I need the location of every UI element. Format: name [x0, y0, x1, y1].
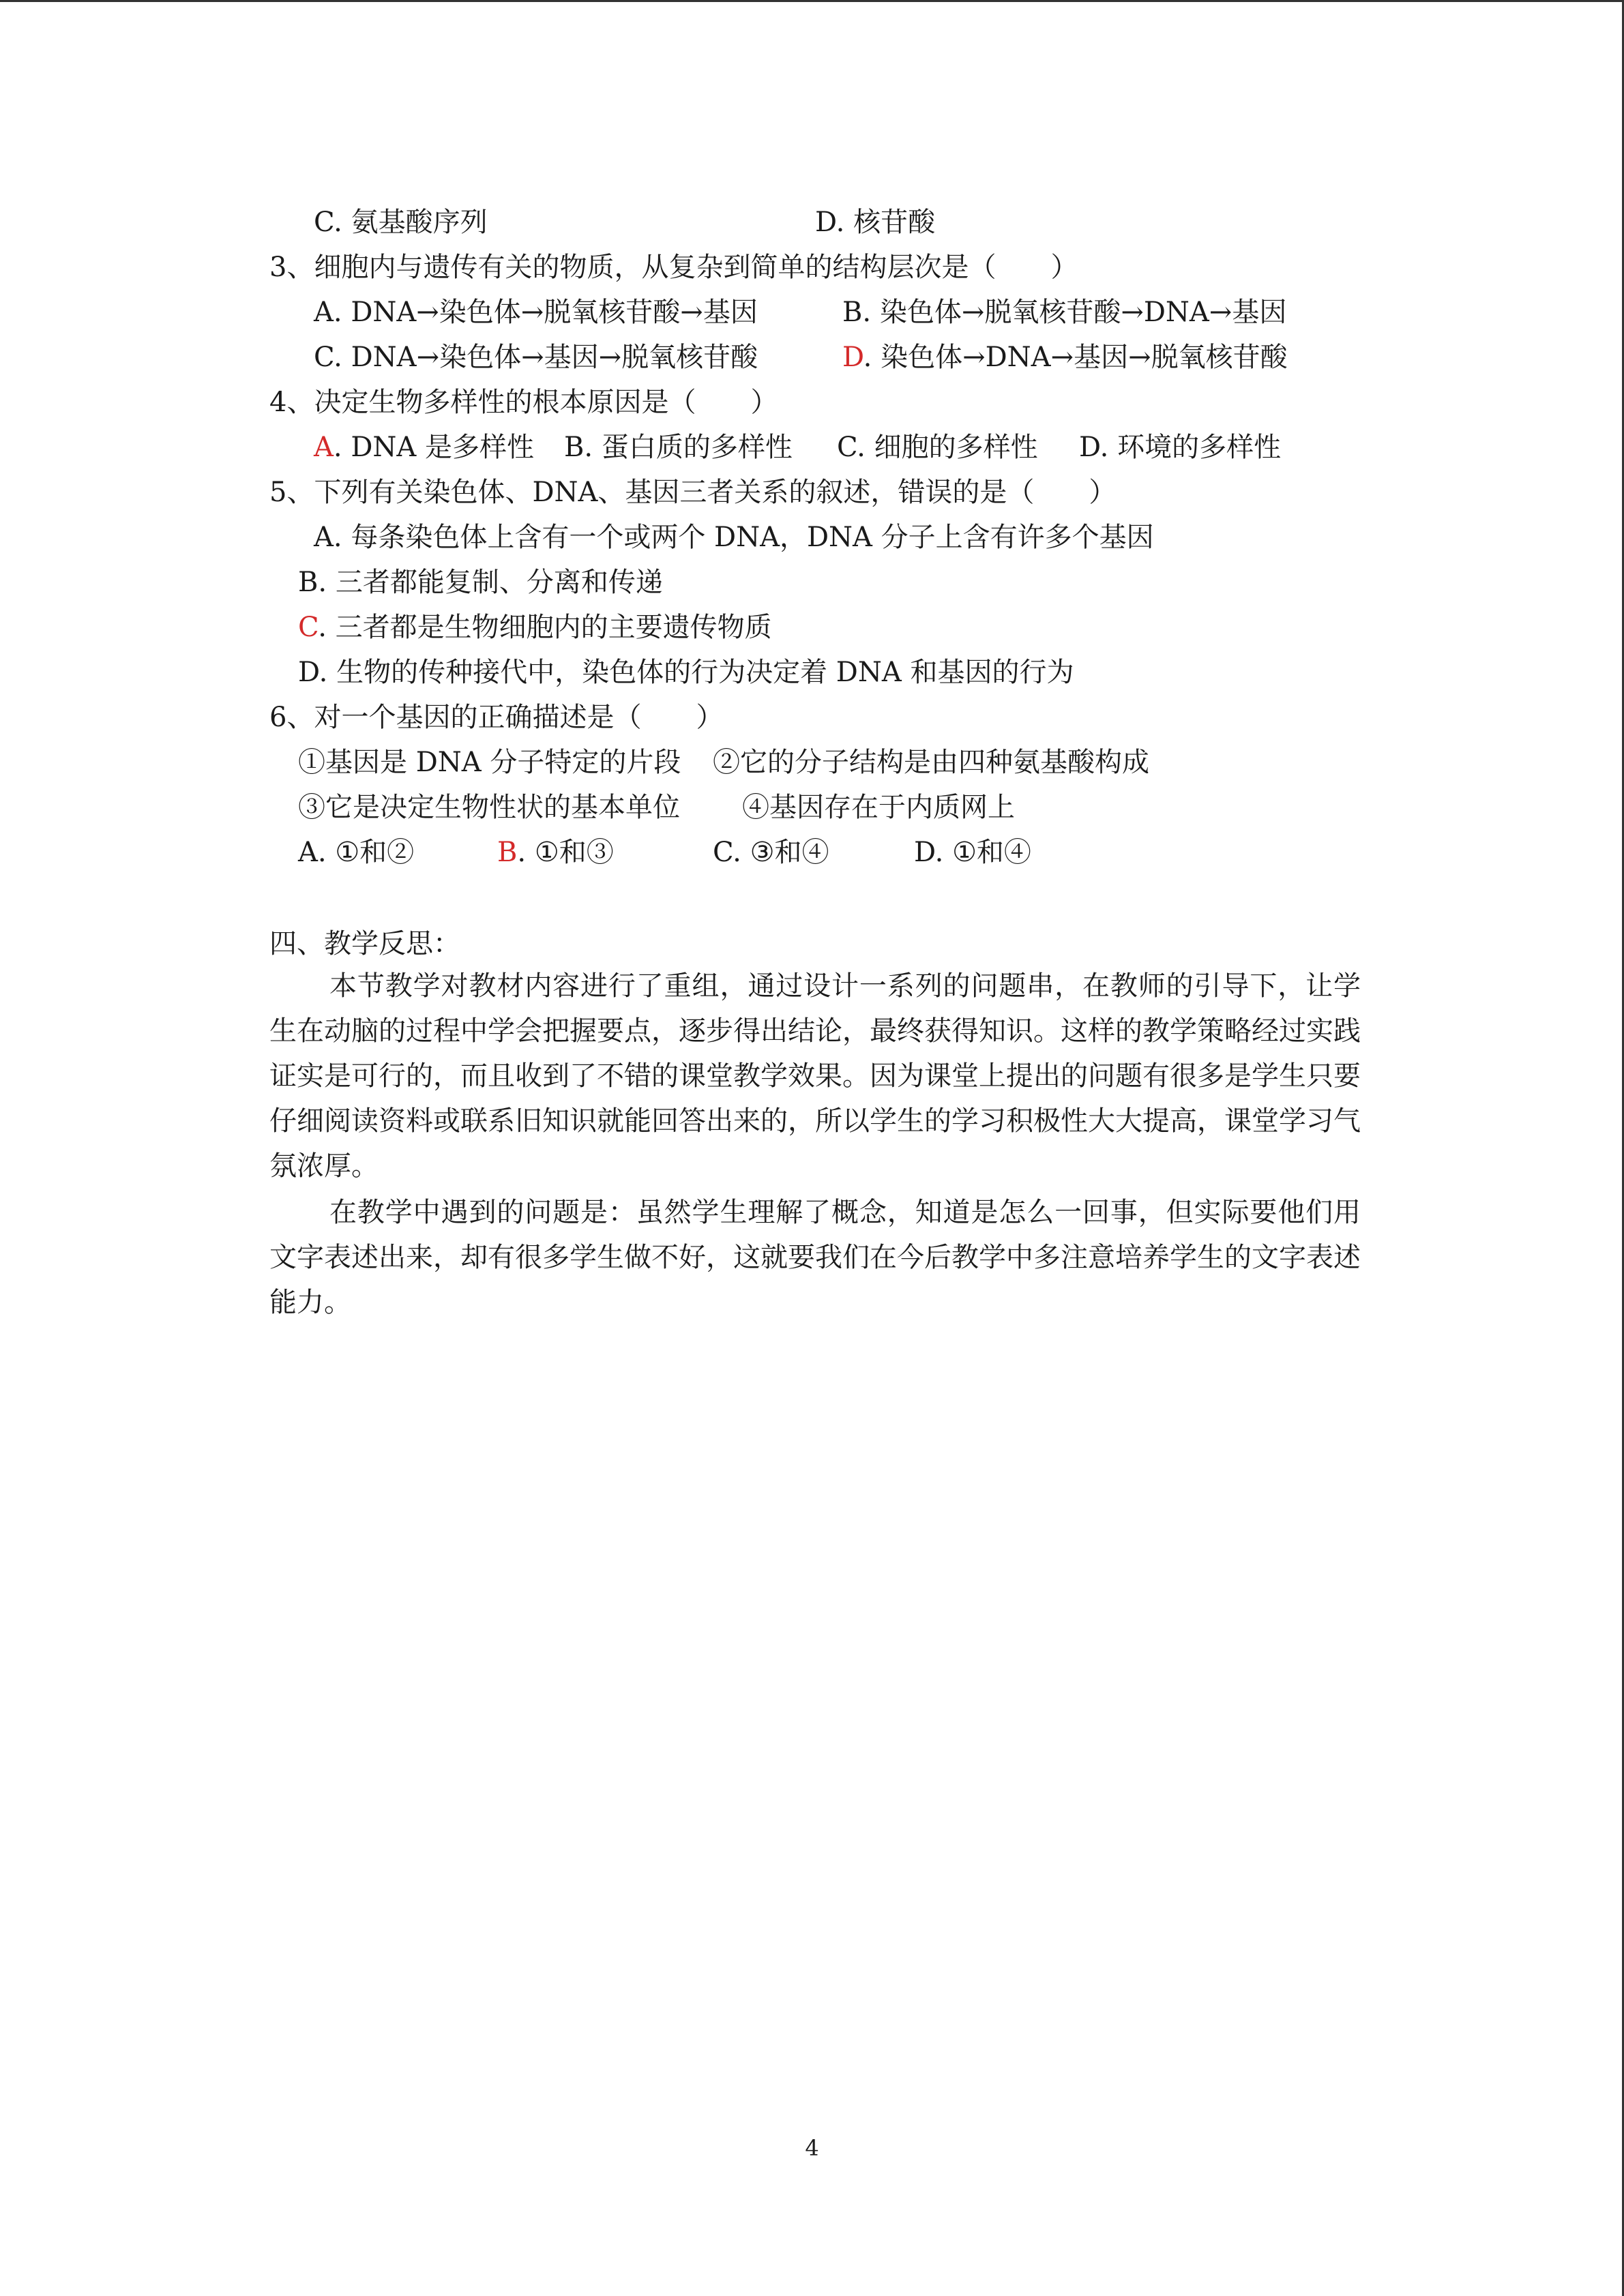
reflection-heading: 四、教学反思： — [269, 928, 460, 959]
q5-option-d: D. 生物的传种接代中，染色体的行为决定着 DNA 和基因的行为 — [298, 657, 1074, 688]
q3-option-b: B. 染色体→脱氧核苷酸→DNA→基因 — [842, 297, 1287, 328]
q5-option-c-text: . 三者都是生物细胞内的主要遗传物质 — [318, 612, 772, 643]
q6-statement-1: ①基因是 DNA 分子特定的片段 — [298, 747, 681, 778]
q4-answer-letter: A — [314, 432, 334, 463]
q2-option-c: C. 氨基酸序列 — [314, 207, 488, 238]
q3-answer-letter: D — [842, 342, 863, 373]
page-number: 4 — [805, 2135, 819, 2161]
q6-option-c: C. ③和④ — [713, 837, 829, 868]
q5-stem: 5、下列有关染色体、DNA、基因三者关系的叙述，错误的是（ ） — [269, 477, 1117, 508]
page-border-top — [0, 0, 1624, 2]
q6-option-b-text: . ①和③ — [517, 837, 614, 868]
q3-stem: 3、细胞内与遗传有关的物质，从复杂到简单的结构层次是（ ） — [269, 252, 1078, 283]
q6-statement-2: ②它的分子结构是由四种氨基酸构成 — [713, 747, 1149, 778]
reflection-paragraph-1: 本节教学对教材内容进行了重组，通过设计一系列的问题串，在教师的引导下，让学生在动脑的过程中学会把握要点，逐步得出结论，最终获得知识。这样的教学策略经过实践证实是可行的，而且收到了不错的课堂教学效果。因为课堂上提出的问题有很多是学生只要仔细阅读资料或联系旧知识就能回答出来的，所以学生的学习积极性大大提高，课堂学习气氛浓厚。 — [269, 970, 1361, 1182]
q5-option-a: A. 每条染色体上含有一个或两个 DNA，DNA 分子上含有许多个基因 — [314, 522, 1154, 553]
q4-option-d: D. 环境的多样性 — [1079, 432, 1282, 463]
q2-option-d: D. 核苷酸 — [815, 207, 936, 238]
q3-option-d-text: . 染色体→DNA→基因→脱氧核苷酸 — [863, 342, 1288, 373]
q6-answer-letter: B — [497, 837, 518, 868]
q4-option-a — [314, 431, 534, 464]
q4-option-a-text: . DNA 是多样性 — [333, 432, 534, 463]
q4-option-b: B. 蛋白质的多样性 — [564, 432, 793, 463]
q3-option-a: A. DNA→染色体→脱氧核苷酸→基因 — [314, 297, 758, 328]
q5-option-b: B. 三者都能复制、分离和传递 — [298, 567, 663, 598]
q6-option-a: A. ①和② — [298, 837, 415, 868]
q4-stem: 4、决定生物多样性的根本原因是（ ） — [269, 387, 778, 418]
q5-option-c — [298, 611, 772, 644]
q6-statement-4: ④基因存在于内质网上 — [742, 792, 1015, 823]
q6-option-b — [497, 836, 614, 869]
q6-stem: 6、对一个基因的正确描述是（ ） — [269, 702, 724, 733]
q6-option-d: D. ①和④ — [914, 837, 1031, 868]
reflection-paragraph-2: 在教学中遇到的问题是：虽然学生理解了概念，知道是怎么一回事，但实际要他们用文字表述出来，却有很多学生做不好，这就要我们在今后教学中多注意培养学生的文字表述能力。 — [269, 1197, 1361, 1318]
q4-option-c: C. 细胞的多样性 — [837, 432, 1038, 463]
q3-option-c: C. DNA→染色体→基因→脱氧核苷酸 — [314, 342, 758, 373]
q5-answer-letter: C — [298, 612, 319, 643]
q6-statement-3: ③它是决定生物性状的基本单位 — [298, 792, 680, 823]
q3-option-d — [842, 341, 1288, 374]
